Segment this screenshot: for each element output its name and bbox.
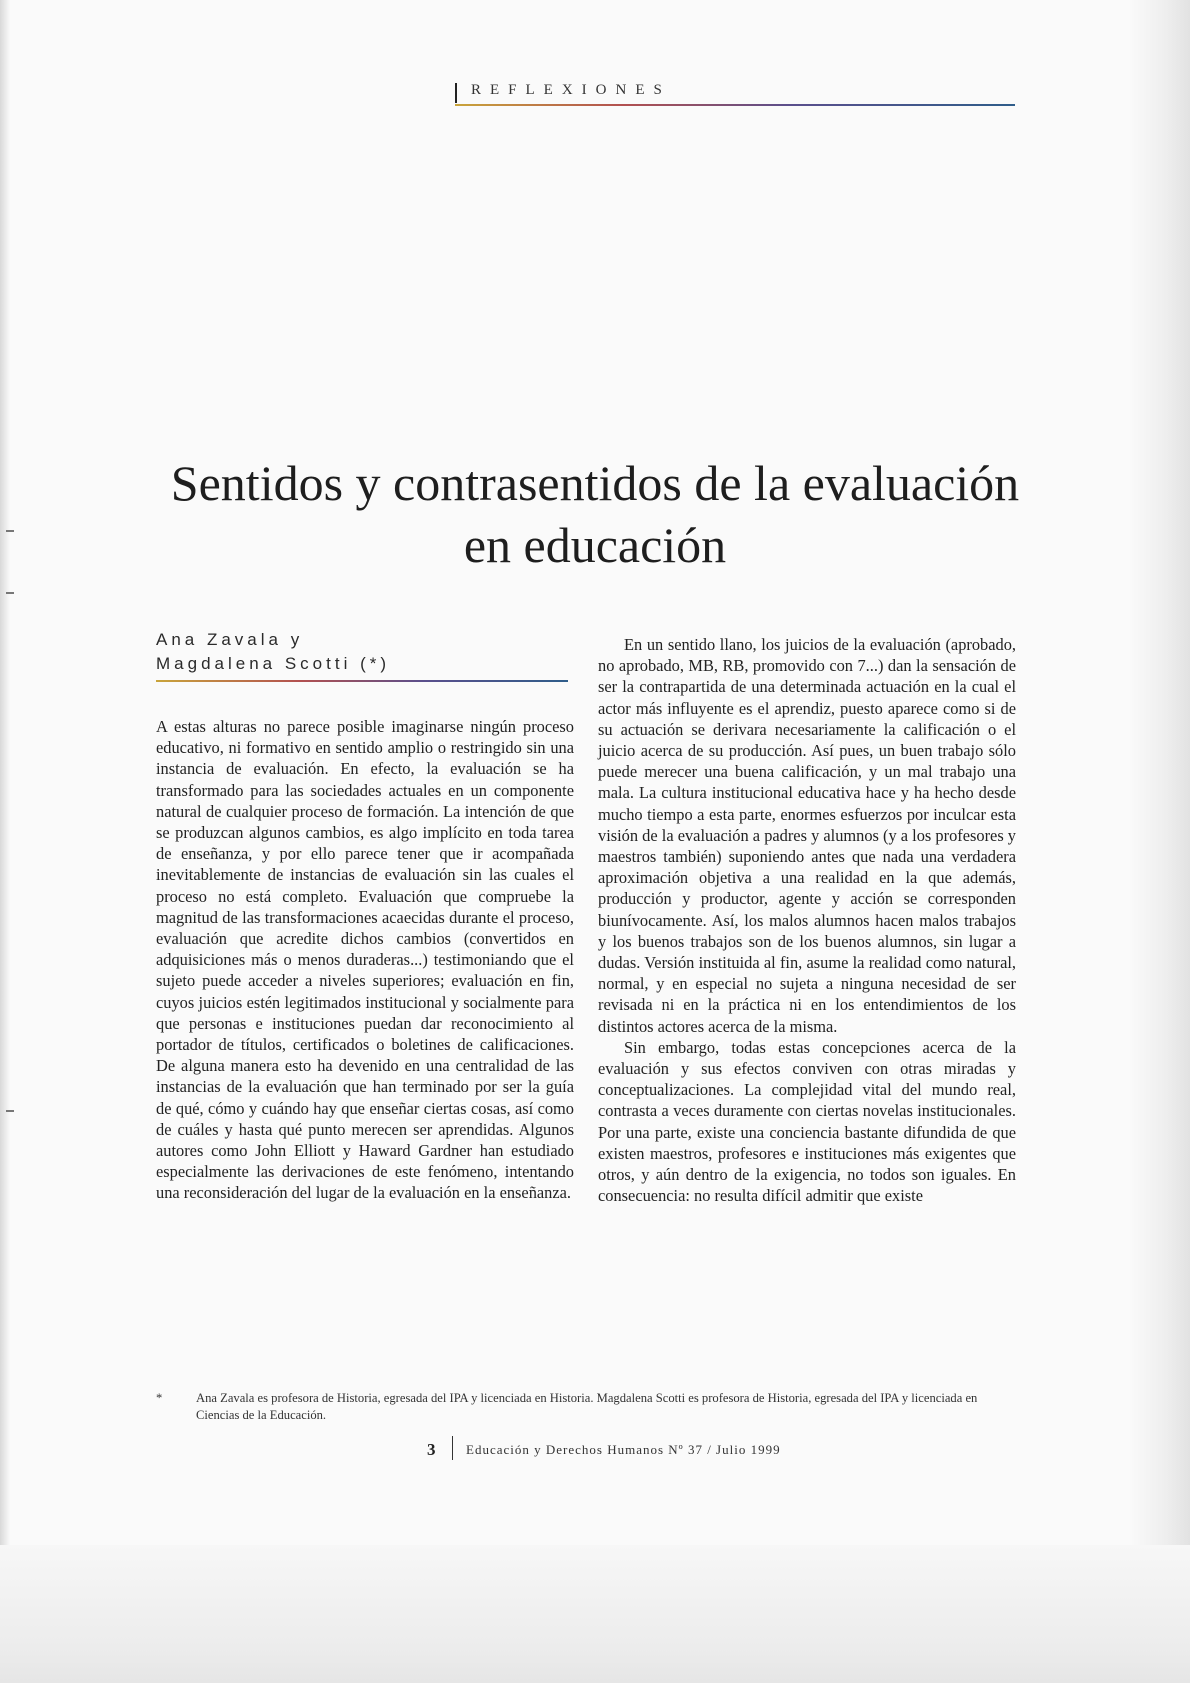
paragraph: A estas alturas no parece posible imaginarse ningún proceso educativo, ni formativo en sentido amplio o restringido sin una instancia de evaluación. En efecto, la evaluación se ha transformado para las sociedades actuales en un componente natural de cualquier proceso de formación. La intención de que se produzcan algunos cambios, es algo implícito en toda tarea de enseñanza, y por ello parece tener que ir acompañada inevitablemente de instancias de evaluación sin las cuales el proceso no está completo. Evaluación que compruebe la magnitud de las transformaciones acaecidas durante el proceso, evaluación que acredite dichos cambios (convertidos en adquisiciones más o menos duraderas...) testimoniando que el sujeto puede acceder a niveles superiores; evaluación en fin, cuyos juicios estén legitimados institucional y socialmente para que personas e instituciones puedan dar reconocimiento al portador de títulos, certificados o boletines de calificaciones. De alguna manera esto ha devenido en una centralidad de las instancias de la evaluación que han terminado por ser la guía de qué, cómo y cuándo hay que enseñar ciertas cosas, así como de cuáles y hasta qué punto merecen ser aprendidas. Algunos autores como John Elliott y Haward Gardner han estudiado especialmente las derivaciones de este fenómeno, intentando una reconsideración del lugar de la evaluación en la enseñanza. [156,717,574,1203]
page-right-edge [1130,0,1190,1683]
right-column [598,634,1016,1206]
page-bottom-edge [0,1545,1190,1683]
binding-mark [6,530,14,532]
section-rule [455,104,1015,106]
authors-rule [156,680,568,682]
binding-mark [6,1110,14,1112]
section-label: REFLEXIONES [471,82,671,98]
footnote-text: Ana Zavala es profesora de Historia, egresada del IPA y licenciada en Historia. Magdalena Scotti es profesora de Historia, egresada del IPA y licenciada en Ciencias de la Educación. [196,1391,978,1422]
paragraph: En un sentido llano, los juicios de la evaluación (aprobado, no aprobado, MB, RB, promovido con 7...) dan la sensación de ser la contrapartida de una determinada actuación en la cual el actor más influyente es el aprendiz, puesto aparece como si de su actuación se derivara necesariamente la calificación o el juicio acerca de su producción. Así pues, un buen trabajo sólo puede merecer una buena calificación, y un mal trabajo una mala. La cultura institucional educativa hace y ha hecho desde mucho tiempo a esta parte, enormes esfuerzos por inculcar esta visión de la evaluación a padres y alumnos (y a los profesores y maestros también) suponiendo antes que nada una verdadera aproximación objetiva a una realidad en la que además, producción y productor, agente y acción se corresponden biunívocamente. Así, los malos alumnos hacen malos trabajos y los buenos trabajos son de los buenos alumnos, sin lugar a dudas. Versión instituida al fin, asume la realidad como natural, normal, y en especial no sujeta a ninguna necesidad de ser revisada ni en la práctica ni en los entendimientos de los distintos actores acerca de la misma. [598,635,1016,1036]
author-line-1: Ana Zavala y [156,630,304,649]
binding-mark [6,592,14,594]
page-left-edge [0,0,10,1683]
section-header [455,80,1015,104]
paragraph: Sin embargo, todas estas concepciones acerca de la evaluación y sus efectos conviven con otras miradas y conceptualizaciones. La complejidad vital del mundo real, contrasta a veces duramente con ciertas novelas institucionales. Por una parte, existe una conciencia bastante difundida de que existen maestros, profesores e instituciones más exigentes que otros, y aún dentro de la exigencia, no todos son iguales. En consecuencia: no resulta difícil admitir que existe [598,1037,1016,1206]
journal-folio: Educación y Derechos Humanos Nº 37 / Julio 1999 [466,1442,781,1457]
left-column [156,716,574,1204]
author-line-2: Magdalena Scotti (*) [156,654,391,673]
section-bar [455,83,457,103]
folio-separator [452,1436,453,1460]
page-number: 3 [427,1440,436,1459]
article-title: Sentidos y contrasentidos de la evaluación en educación [170,455,1020,573]
footnote-marker: * [156,1391,163,1405]
article-authors [156,628,390,676]
